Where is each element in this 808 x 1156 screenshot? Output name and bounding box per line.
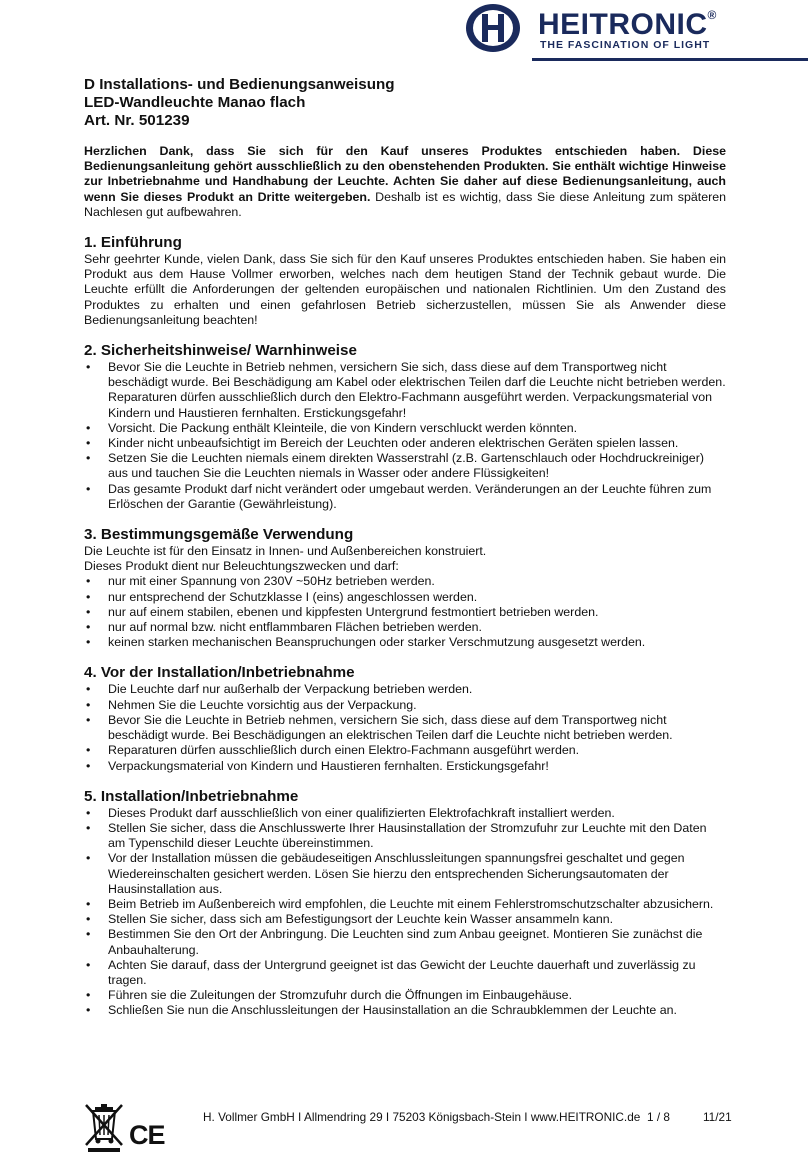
list-item: • Dieses Produkt darf ausschließlich von einer qualifizierten Elektrofachkraft installiert werden. <box>86 805 615 820</box>
brand-name: HEITRONIC® <box>538 8 717 41</box>
section-4-heading: 4. Vor der Installation/Inbetriebnahme <box>84 664 355 682</box>
list-item: • nur entsprechend der Schutzklasse I (eins) angeschlossen werden. <box>86 589 478 604</box>
section-3-line-2: Dieses Produkt dient nur Beleuchtungszwecken und darf: <box>84 559 399 574</box>
list-item: • Bevor Sie die Leuchte in Betrieb nehmen, versichern Sie sich, dass diese auf dem Transportweg nicht beschädigt wurde. Bei Beschädigungen an elektrischen Teilen darf die Leuchte nicht betrieben werden. <box>86 712 673 743</box>
title-line-2: LED-Wandleuchte Manao flach <box>84 94 306 111</box>
bullet-icon: • <box>86 743 91 758</box>
bullet-icon: • <box>86 635 91 650</box>
bullet-icon: • <box>86 604 91 619</box>
bullet-icon: • <box>86 712 91 727</box>
section-3-heading: 3. Bestimmungsgemäße Verwendung <box>84 526 354 544</box>
header-rule <box>532 58 808 61</box>
bullet-icon: • <box>86 697 91 712</box>
bullet-icon: • <box>86 574 91 589</box>
list-item: • Das gesamte Produkt darf nicht verändert oder umgebaut werden. Veränderungen an der Leuchte führen zum Erlöschen der Garantie (Gewährleistung). <box>86 481 712 511</box>
list-item: • keinen starken mechanischen Beanspruchungen oder starker Verschmutzung ausgesetzt werden. <box>86 635 646 650</box>
list-item: • Nehmen Sie die Leuchte vorsichtig aus der Verpackung. <box>86 697 417 712</box>
brand-tagline: THE FASCINATION OF LIGHT <box>540 39 711 51</box>
title-line-1: D Installations- und Bedienungsanweisung <box>84 76 395 93</box>
list-item: • nur auf einem stabilen, ebenen und kippfesten Untergrund festmontiert betrieben werden. <box>86 604 599 619</box>
list-item: • Schließen Sie nun die Anschlussleitungen der Hausinstallation an die Schraubklemmen der Leuchte an. <box>86 1003 677 1018</box>
list-item: • Reparaturen dürfen ausschließlich durch einen Elektro-Fachmann ausgeführt werden. <box>86 743 580 758</box>
document-body <box>84 76 726 1019</box>
bullet-icon: • <box>86 589 91 604</box>
brand-logo <box>462 0 808 60</box>
weee-bin-icon <box>82 1101 128 1153</box>
bullet-icon: • <box>86 420 91 435</box>
section-5-list <box>84 806 726 1019</box>
list-item: • Setzen Sie die Leuchten niemals einem direkten Wasserstrahl (z.B. Gartenschlauch oder Hochdruckreiniger) aus und tauchen Sie die Leuchten niemals in Wasser oder andere Flüssigkeiten! <box>86 451 704 481</box>
bullet-icon: • <box>86 896 91 911</box>
section-4-list <box>84 682 726 773</box>
list-item: • Die Leuchte darf nur außerhalb der Verpackung betrieben werden. <box>86 682 473 697</box>
heitronic-logo-icon <box>464 2 522 54</box>
section-3-line-1: Die Leuchte ist für den Einsatz in Innen- und Außenbereichen konstruiert. <box>84 544 487 559</box>
section-3-list <box>84 574 726 650</box>
registered-mark: ® <box>707 8 717 22</box>
intro-paragraph <box>84 144 726 220</box>
list-item: • nur auf normal bzw. nicht entflammbaren Flächen betrieben werden. <box>86 620 482 635</box>
bullet-icon: • <box>86 820 91 835</box>
ce-mark: CE <box>129 1120 165 1150</box>
section-2-list <box>84 360 726 512</box>
list-item: • Achten Sie darauf, dass der Untergrund geeignet ist das Gewicht der Leuchte dauerhaft und zuverlässig zu tragen. <box>86 957 696 987</box>
bullet-icon: • <box>86 436 91 451</box>
intro-bold: Herzlichen Dank, dass Sie sich für den Kauf unseres Produktes entschieden haben. Diese Bedienungsanleitung gehört ausschließlich zu den obenstehenden Produkten. Sie enthält wichtige Hinweise zur Inbetriebnahme und Handhabung der Leuchte. Achten Sie daher auf diese Bedienungsanleitung, auch wenn Sie dieses Produkt an Dritte weitergeben. <box>84 144 726 204</box>
section-2-heading: 2. Sicherheitshinweise/ Warnhinweise <box>84 342 357 360</box>
section-5-heading: 5. Installation/Inbetriebnahme <box>84 787 299 805</box>
list-item: • Beim Betrieb im Außenbereich wird empfohlen, die Leuchte mit einem Fehlerstromschutzschalter abzusichern. <box>86 896 714 911</box>
list-item: • Bevor Sie die Leuchte in Betrieb nehmen, versichern Sie sich, dass diese auf dem Transportweg nicht beschädigt wurde. Bei Beschädigung am Kabel oder elektrischen Teilen darf die Leuchte nicht betrieben werden. Reparaturen dürfen ausschließlich durch den Elektro-Fachmann ausgeführt werden. Verpackungsmaterial von Kindern und Haustieren fernhalten. Erstickungsgefahr! <box>86 360 726 420</box>
bullet-icon: • <box>86 988 91 1003</box>
list-item: • Bestimmen Sie den Ort der Anbringung. Die Leuchten sind zum Anbau geeignet. Montieren Sie zunächst die Anbauhalterung. <box>86 927 703 957</box>
list-item: • Stellen Sie sicher, dass die Anschlusswerte Ihrer Hausinstallation der Stromzufuhr zur Leuchte mit den Daten am Typenschild dieser Leuchte übereinstimmen. <box>86 820 707 851</box>
section-1-text: Sehr geehrter Kunde, vielen Dank, dass Sie sich für den Kauf unseres Produktes entschieden haben. Sie haben ein Produkt aus dem Hause Vollmer erworben, welches nach dem heutigen Stand der Technik gebaut wurde. Die Leuchte erfüllt die Anforderungen der geltenden europäischen und nationalen Richtlinien. Um den Zustand des Produktes zu erhalten und einen gefahrlosen Betrieb sicherzustellen, müssen Sie als Anwender diese Bedienungsanleitung beachten! <box>84 252 726 327</box>
intro-normal: Deshalb ist es wichtig, dass Sie diese Anleitung zum späteren Nachlesen gut aufbewahren. <box>84 189 726 219</box>
list-item: • Stellen Sie sicher, dass sich am Befestigungsort der Leuchte kein Wasser ansammeln kann. <box>86 912 614 927</box>
list-item: • nur mit einer Spannung von 230V ~50Hz betrieben werden. <box>86 574 435 589</box>
bullet-icon: • <box>86 912 91 927</box>
list-item: • Vor der Installation müssen die gebäudeseitigen Anschlussleitungen spannungsfrei geschaltet und gegen Wiedereinschalten gesichert werden. Lösen Sie hierzu den entsprechenden Sicherungsautomaten der Hausinstallation aus. <box>86 851 685 896</box>
bullet-icon: • <box>86 620 91 635</box>
bullet-icon: • <box>86 758 91 773</box>
bullet-icon: • <box>86 851 91 866</box>
bullet-icon: • <box>86 451 91 466</box>
bullet-icon: • <box>86 805 91 820</box>
page-number: 1 / 8 <box>647 1110 670 1124</box>
list-item: • Vorsicht. Die Packung enthält Kleinteile, die von Kindern verschluckt werden könnten. <box>86 420 578 435</box>
list-item: • Führen sie die Zuleitungen der Stromzufuhr durch die Öffnungen im Einbaugehäuse. <box>86 988 573 1003</box>
bullet-icon: • <box>86 1003 91 1018</box>
footer-address: H. Vollmer GmbH I Allmendring 29 I 75203 Königsbach-Stein I www.HEITRONIC.de <box>203 1110 641 1124</box>
bullet-icon: • <box>86 360 91 375</box>
bullet-icon: • <box>86 927 91 942</box>
bullet-icon: • <box>86 957 91 972</box>
document-date: 11/21 <box>703 1110 732 1124</box>
bullet-icon: • <box>86 682 91 697</box>
bullet-icon: • <box>86 481 91 496</box>
title-line-3: Art. Nr. 501239 <box>84 112 190 129</box>
list-item: • Kinder nicht unbeaufsichtigt im Bereich der Leuchten oder anderen elektrischen Geräten spielen lassen. <box>86 436 679 451</box>
page-footer <box>0 1106 808 1156</box>
section-1-heading: 1. Einführung <box>84 234 182 252</box>
list-item: • Verpackungsmaterial von Kindern und Haustieren fernhalten. Erstickungsgefahr! <box>86 758 549 773</box>
